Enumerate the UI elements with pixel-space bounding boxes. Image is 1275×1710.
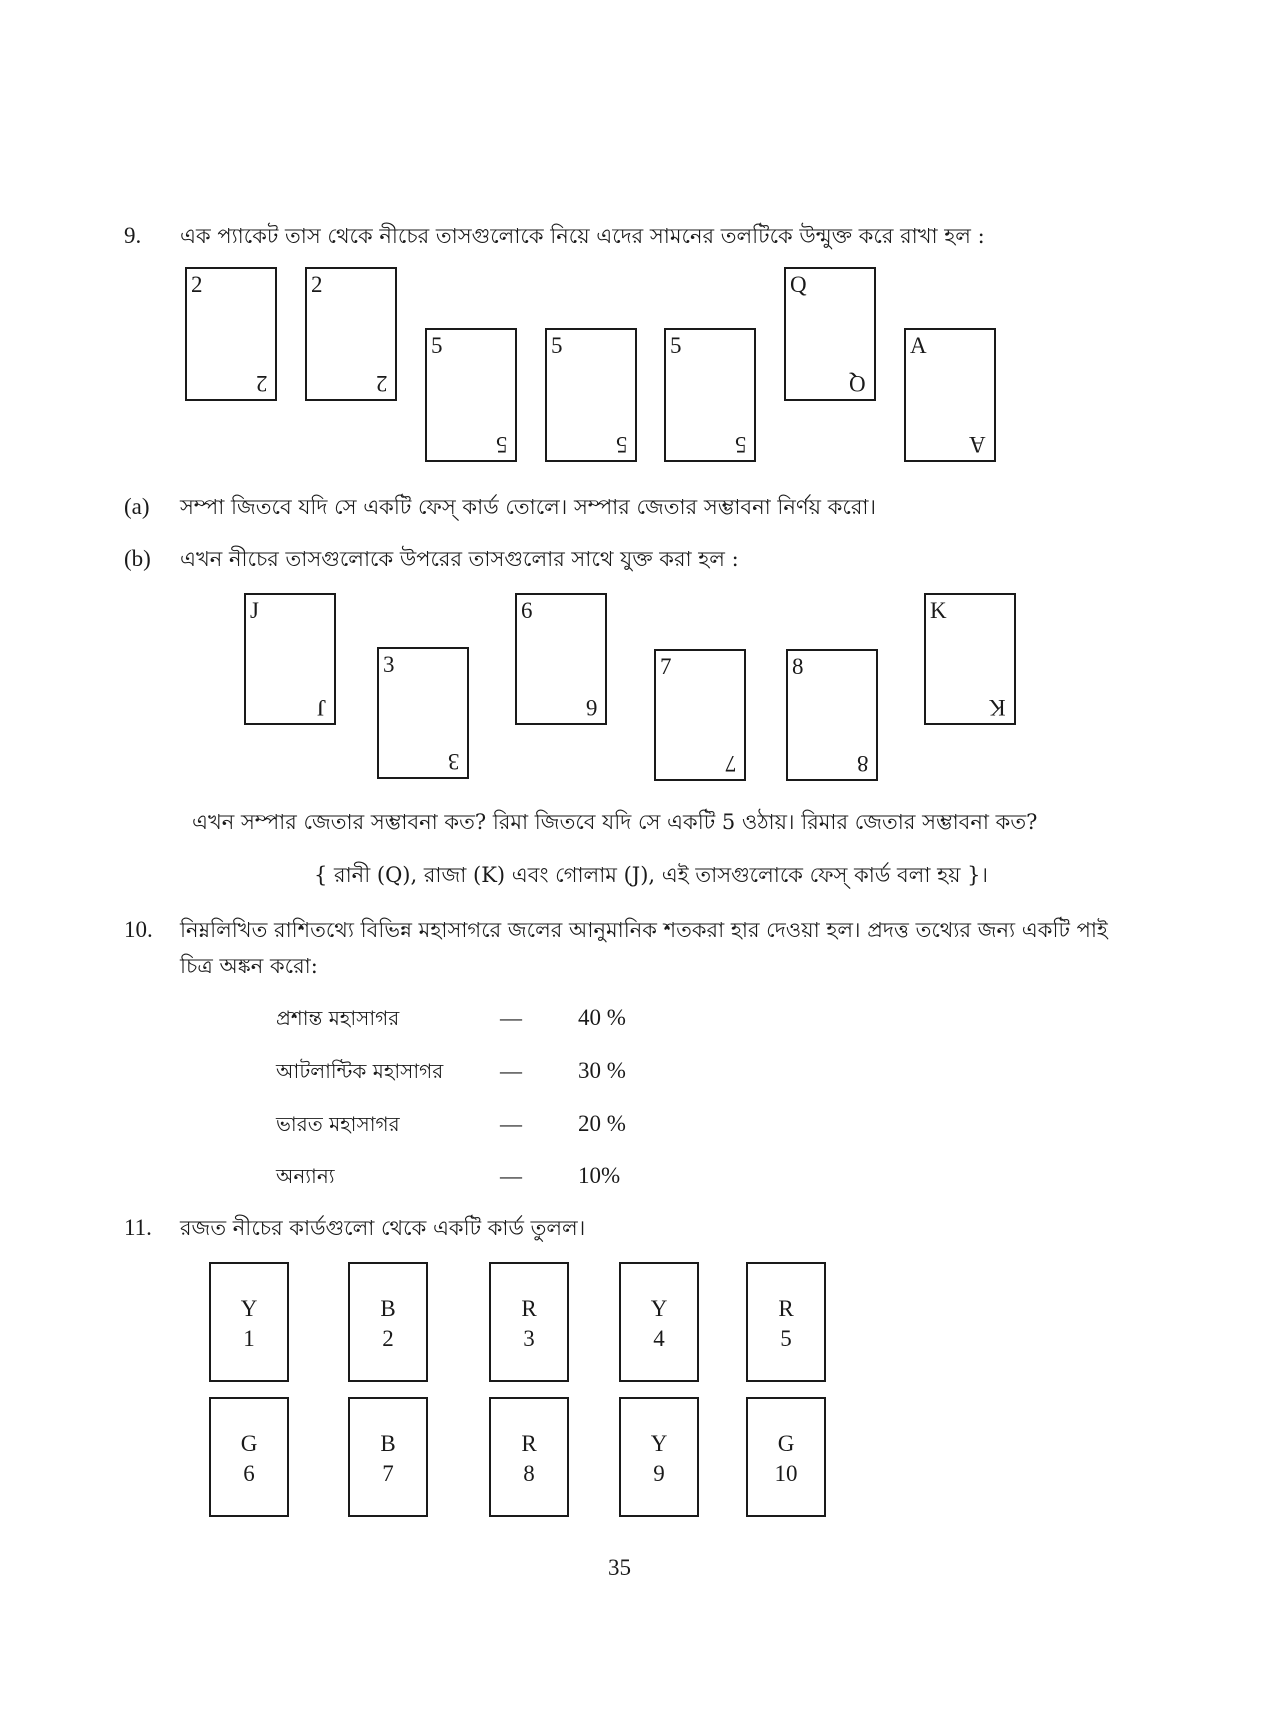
playing-card <box>664 328 756 462</box>
ocean-percentage: 40 % <box>578 1005 626 1030</box>
table-dash: — <box>500 1111 522 1136</box>
table-dash: — <box>500 1163 522 1188</box>
colour-card <box>348 1397 428 1517</box>
card-letter: R <box>778 1296 794 1321</box>
card-letter: Y <box>650 1296 668 1321</box>
colour-card <box>746 1262 826 1382</box>
playing-card <box>545 328 637 462</box>
playing-card <box>786 649 878 781</box>
card-rank-bottom: 2 <box>255 371 267 396</box>
playing-card <box>654 649 746 781</box>
card-letter: G <box>240 1431 258 1456</box>
playing-card <box>305 267 397 401</box>
card-rank-top: 6 <box>521 598 533 623</box>
card-letter: R <box>521 1431 537 1456</box>
ocean-name: আটলান্টিক মহাসাগর <box>276 1059 444 1083</box>
card-number: 8 <box>523 1461 535 1486</box>
colour-card <box>348 1262 428 1382</box>
ocean-percentage: 20 % <box>578 1111 626 1136</box>
card-number: 1 <box>243 1326 255 1351</box>
card-rank-bottom: J <box>317 695 326 720</box>
colour-card <box>209 1262 289 1382</box>
card-rank-top: 5 <box>551 333 563 358</box>
question-9-number: 9. <box>124 223 142 248</box>
playing-card <box>244 593 336 725</box>
card-rank-top: 5 <box>670 333 682 358</box>
colour-card <box>619 1262 699 1382</box>
card-rank-bottom: A <box>969 432 986 457</box>
playing-card <box>784 267 876 401</box>
card-number: 5 <box>780 1326 792 1351</box>
card-number: 4 <box>653 1326 665 1351</box>
playing-card <box>377 647 469 779</box>
table-dash: — <box>500 1005 522 1030</box>
card-rank-top: A <box>910 333 927 358</box>
card-number: 6 <box>243 1461 255 1486</box>
part-a-text: সম্পা জিতবে যদি সে একটি ফেস্ কার্ড তোলে। সম্পার জেতার সম্ভাবনা নির্ণয় করো। <box>180 495 876 519</box>
card-number: 2 <box>382 1326 394 1351</box>
question-11-text: রজত নীচের কার্ডগুলো থেকে একটি কার্ড তুলল। <box>180 1216 586 1240</box>
ocean-name: ভারত মহাসাগর <box>276 1112 400 1136</box>
playing-card <box>924 593 1016 725</box>
card-rank-top: 2 <box>311 272 323 297</box>
card-letter: B <box>380 1431 396 1456</box>
card-letter: B <box>380 1296 396 1321</box>
card-number: 7 <box>382 1461 394 1486</box>
playing-card <box>904 328 996 462</box>
ocean-percentage: 10% <box>578 1163 621 1188</box>
card-rank-top: K <box>930 598 947 623</box>
colour-card <box>209 1397 289 1517</box>
card-rank-top: 2 <box>191 272 203 297</box>
ocean-name: প্রশান্ত মহাসাগর <box>276 1006 400 1030</box>
question-11-number: 11. <box>124 1215 152 1240</box>
playing-card <box>515 593 607 725</box>
playing-card <box>185 267 277 401</box>
card-rank-top: 5 <box>431 333 443 358</box>
colour-card <box>489 1397 569 1517</box>
card-letter: R <box>521 1296 537 1321</box>
card-letter: Y <box>240 1296 258 1321</box>
card-rank-top: Q <box>790 272 807 297</box>
part-b-label: (b) <box>124 546 151 571</box>
card-rank-bottom: 3 <box>447 749 459 774</box>
card-letter: Y <box>650 1431 668 1456</box>
question-10-text-line1: নিম্নলিখিত রাশিতথ্যে বিভিন্ন মহাসাগরে জলের আনুমানিক শতকরা হার দেওয়া হল। প্রদত্ত তথ্যের জন্য একটি পাই <box>180 918 1108 942</box>
card-rank-top: 8 <box>792 654 804 679</box>
card-rank-bottom: K <box>989 695 1006 720</box>
card-rank-bottom: 7 <box>724 751 736 776</box>
ocean-percentage: 30 % <box>578 1058 626 1083</box>
card-number: 9 <box>653 1461 665 1486</box>
card-rank-bottom: 6 <box>585 695 597 720</box>
card-rank-bottom: 5 <box>495 432 507 457</box>
page-number: 35 <box>608 1555 631 1580</box>
colour-card <box>619 1397 699 1517</box>
card-rank-bottom: 2 <box>375 371 387 396</box>
part-b-question: এখন সম্পার জেতার সম্ভাবনা কত? রিমা জিতবে যদি সে একটি 5 ওঠায়। রিমার জেতার সম্ভাবনা কত? <box>192 810 1038 834</box>
card-rank-top: 3 <box>383 652 395 677</box>
card-rank-bottom: 8 <box>856 751 868 776</box>
table-dash: — <box>500 1058 522 1083</box>
card-number: 10 <box>774 1461 798 1486</box>
question-10-text-line2: চিত্র অঙ্কন করো: <box>180 954 318 978</box>
card-rank-bottom: 5 <box>734 432 746 457</box>
card-rank-top: 7 <box>660 654 672 679</box>
colour-card <box>746 1397 826 1517</box>
question-9-text: এক প্যাকেট তাস থেকে নীচের তাসগুলোকে নিয়ে এদের সামনের তলটিকে উন্মুক্ত করে রাখা হল : <box>180 224 985 248</box>
card-letter: G <box>777 1431 795 1456</box>
part-a-label: (a) <box>124 494 150 519</box>
card-rank-top: J <box>250 598 259 623</box>
playing-card <box>425 328 517 462</box>
question-10-number: 10. <box>124 917 153 942</box>
colour-card <box>489 1262 569 1382</box>
face-card-note: { রানী (Q), রাজা (K) এবং গোলাম (J), এই তাসগুলোকে ফেস্ কার্ড বলা হয় }। <box>314 863 989 887</box>
card-rank-bottom: 5 <box>615 432 627 457</box>
card-number: 3 <box>523 1326 535 1351</box>
card-rank-bottom: Q <box>849 371 866 396</box>
ocean-name: অন্যান্য <box>276 1164 335 1188</box>
part-b-text: এখন নীচের তাসগুলোকে উপরের তাসগুলোর সাথে যুক্ত করা হল : <box>180 547 739 571</box>
